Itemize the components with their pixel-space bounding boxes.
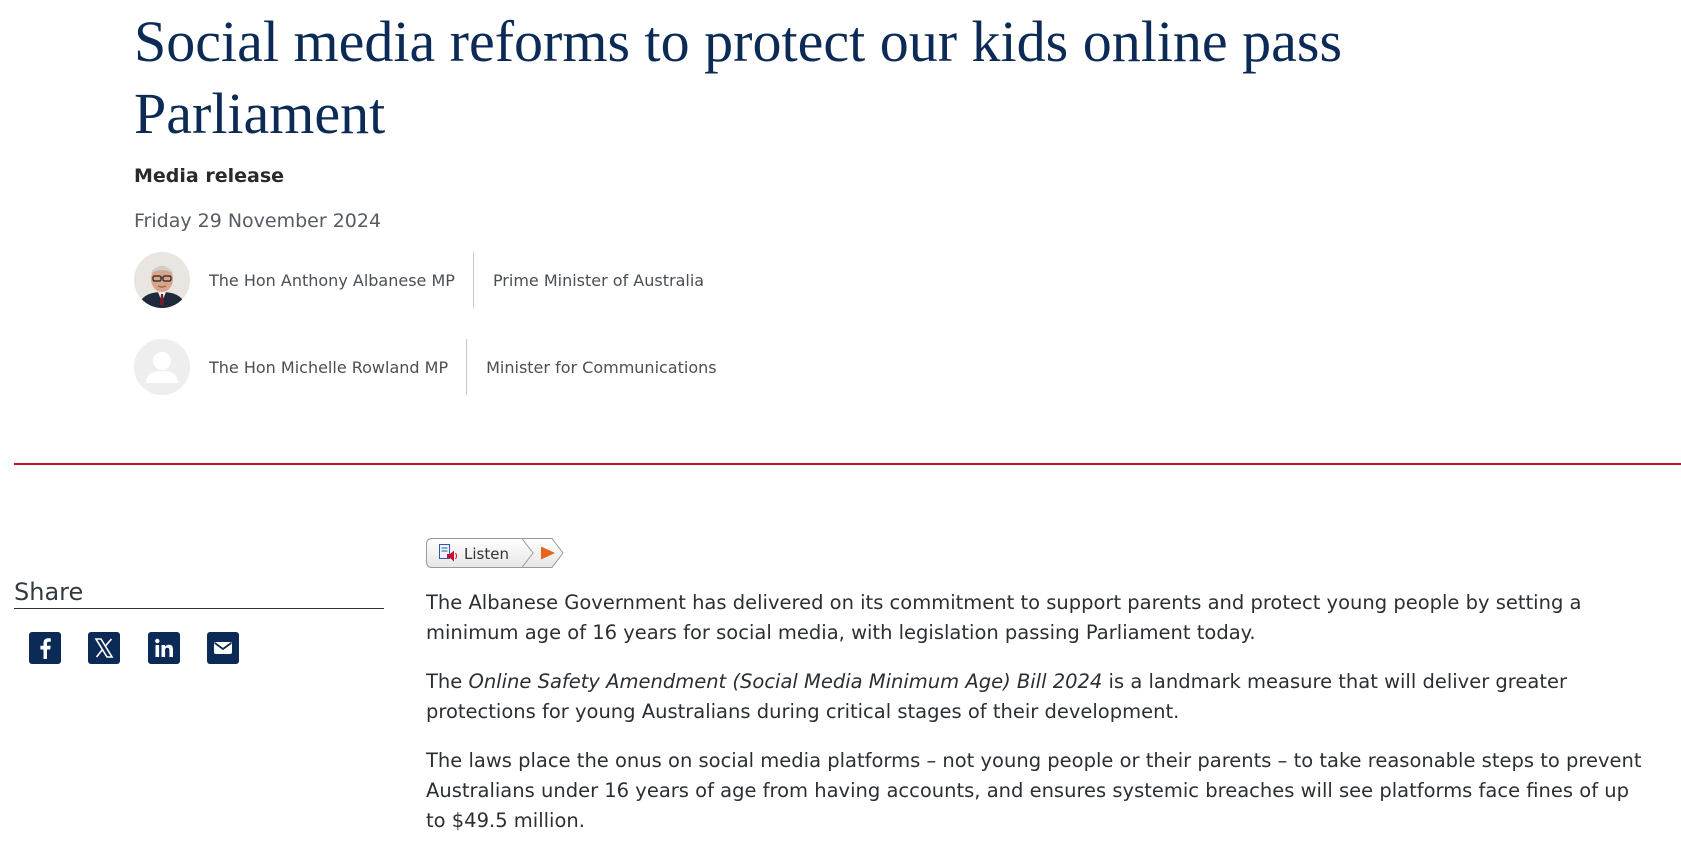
- release-type: Media release: [134, 165, 285, 187]
- share-divider: [14, 608, 384, 609]
- page-title: Social media reforms to protect our kids online pass Parliament: [134, 9, 1343, 146]
- facebook-icon: [29, 632, 61, 664]
- share-x-button[interactable]: [88, 632, 120, 664]
- x-icon: [88, 632, 120, 664]
- minister-rowland: [134, 338, 717, 396]
- share-linkedin-button[interactable]: [148, 632, 180, 664]
- listen-label: Listen: [464, 545, 509, 563]
- bill-name: Online Safety Amendment (Social Media Minimum Age) Bill 2024: [468, 670, 1103, 693]
- release-date: Friday 29 November 2024: [134, 210, 382, 232]
- speaker-document-icon: [439, 544, 459, 563]
- body-paragraph: [426, 667, 1646, 727]
- listen-button[interactable]: [426, 538, 572, 568]
- minister-name[interactable]: The Hon Anthony Albanese MP: [209, 270, 455, 290]
- divider: [473, 252, 474, 308]
- divider: [466, 339, 467, 395]
- linkedin-icon: [148, 632, 180, 664]
- share-heading: Share: [14, 578, 84, 606]
- body-paragraph: The Albanese Government has delivered on its commitment to support parents and protect young people by setting a minimum age of 16 years for social media, with legislation passing Parliament today.: [426, 591, 1582, 644]
- body-text-span: is a landmark measure that will deliver greater protections for young Australians during critical stages of their development.: [426, 670, 1568, 723]
- avatar-albanese[interactable]: [134, 252, 190, 308]
- minister-name[interactable]: The Hon Michelle Rowland MP: [209, 357, 449, 377]
- minister-role[interactable]: Prime Minister of Australia: [492, 270, 705, 290]
- article-body: [426, 588, 1646, 845]
- body-text-span: The: [426, 670, 469, 693]
- person-placeholder-icon: [134, 339, 190, 395]
- avatar-rowland[interactable]: [134, 339, 190, 395]
- email-icon: [207, 632, 239, 664]
- section-divider: [14, 463, 1681, 465]
- portrait-photo: [134, 252, 190, 308]
- play-icon: [540, 546, 556, 560]
- body-paragraph: The laws place the onus on social media platforms – not young people or their parents – to take reasonable steps to prevent Australians under 16 years of age from having accounts, and ensures systemic breaches will see platforms face fines of up to $49.5 million.: [426, 749, 1642, 832]
- minister-role[interactable]: Minister for Communications: [486, 357, 717, 377]
- share-email-button[interactable]: [207, 632, 239, 664]
- share-facebook-button[interactable]: [29, 632, 61, 664]
- minister-albanese: [134, 251, 704, 309]
